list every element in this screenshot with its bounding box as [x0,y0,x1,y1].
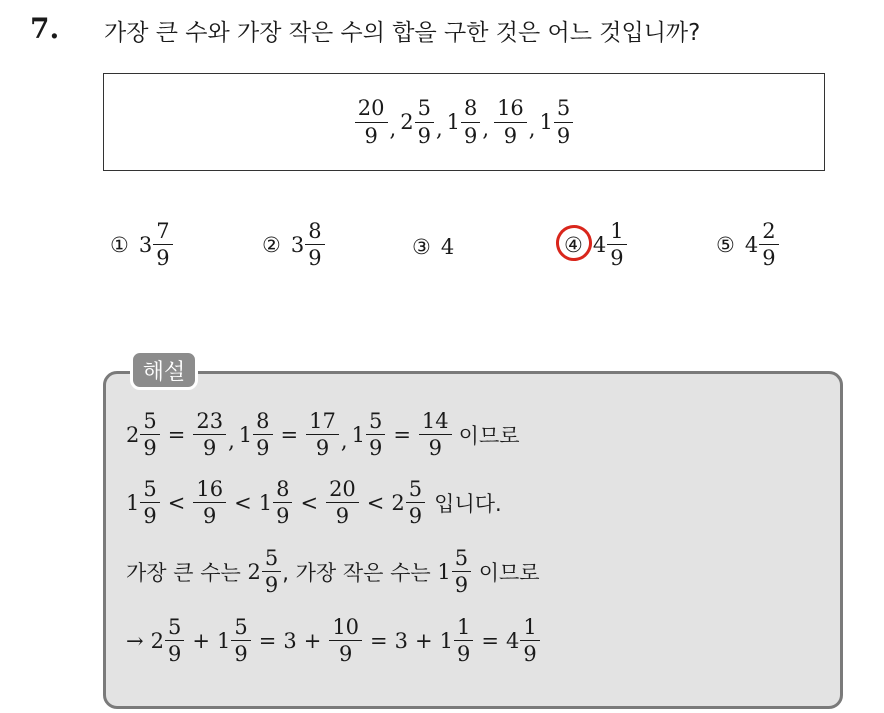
solution-line-2 [126,478,502,527]
solution-text: 입니다. [434,491,502,516]
fraction [193,410,226,459]
question-text: 가장 큰 수와 가장 작은 수의 합을 구한 것은 어느 것입니까? [104,20,701,46]
answer-choices [0,220,884,280]
fraction [406,478,425,527]
separator: , [528,116,536,141]
whole-part: 2 [247,559,261,584]
numerator: 5 [452,547,471,572]
fraction [520,616,539,665]
whole-part: 1 [238,422,253,447]
separator: , [228,429,235,454]
whole-part: 3 [283,628,297,653]
fraction [329,616,362,665]
numerator: 5 [406,478,425,503]
denominator: 9 [143,436,157,461]
arrow-icon: → [126,628,144,653]
fraction [153,220,172,269]
denominator: 9 [464,123,478,148]
fraction [326,478,359,527]
denominator: 9 [338,642,353,667]
denominator: 9 [203,504,217,529]
numerator: 5 [140,410,159,435]
less-than: < [234,490,252,515]
solution-text: 이므로 [472,560,540,585]
numerator: 5 [165,616,184,641]
numerator: 8 [273,478,292,503]
fraction [461,97,480,146]
whole-part: 3 [138,232,153,257]
given-numbers [354,97,574,146]
numerator: 16 [193,478,226,503]
fraction [165,616,184,665]
fraction [494,97,527,146]
whole-part: 1 [126,490,140,515]
fraction [452,547,471,596]
numerator: 5 [366,410,385,435]
fraction [262,547,281,596]
denominator: 9 [234,642,248,667]
whole-part: 4 [744,232,759,257]
numerator: 5 [415,97,434,122]
denominator: 9 [308,246,322,271]
separator: , [389,116,397,141]
numerator: 5 [231,616,250,641]
denominator: 9 [417,123,431,148]
numerator: 8 [305,220,324,245]
denominator: 9 [156,246,170,271]
denominator: 9 [167,642,182,667]
denominator: 9 [256,436,270,461]
numerator: 8 [461,97,480,122]
choice-number: ② [262,232,281,257]
choice-number: ⑤ [716,232,735,257]
denominator: 9 [364,123,378,148]
equals: = [393,422,411,447]
choice-4[interactable] [564,220,628,269]
numerator: 2 [759,220,778,245]
solution-text: , 가장 작은 수는 [282,560,438,585]
whole-part: 2 [126,422,140,447]
fraction [306,410,339,459]
whole-part: 1 [258,490,273,515]
whole-part: 3 [290,232,305,257]
choice-number: ③ [412,235,431,259]
whole-part: 1 [351,422,365,447]
solution-text: 가장 큰 수는 [126,560,248,585]
numerator: 5 [140,478,159,503]
denominator: 9 [523,642,537,667]
denominator: 9 [556,123,571,148]
denominator: 9 [610,246,624,271]
whole-part: 2 [391,490,405,515]
given-numbers-box [103,73,825,171]
equals: = [280,422,299,447]
solution-line-3 [126,547,540,596]
plus: + [192,628,210,653]
equals: = [370,628,388,653]
numerator: 1 [607,220,626,245]
numerator: 8 [253,410,272,435]
choice-3[interactable] [412,235,454,259]
less-than: < [366,490,385,515]
fraction [759,220,778,269]
denominator: 9 [264,573,279,598]
numerator: 17 [306,410,339,435]
plus: + [415,628,433,653]
fraction [140,410,159,459]
whole-part: 4 [592,232,607,257]
whole-part: 1 [437,559,451,584]
denominator: 9 [428,436,442,461]
whole-part: 2 [400,110,414,134]
fraction [140,478,159,527]
selected-answer-circle-icon [553,221,596,264]
choice-2[interactable] [262,220,326,269]
numerator: 1 [520,616,539,641]
separator: , [340,429,348,454]
equals: = [167,422,186,447]
choice-number: ① [110,232,129,257]
choice-number-text: ④ [564,232,583,257]
numerator: 5 [554,97,573,122]
fraction [415,97,434,146]
denominator: 9 [408,504,423,529]
whole-part: 4 [440,235,455,259]
fraction [253,410,272,459]
numerator: 16 [494,97,527,122]
whole-part: 1 [439,628,454,653]
choice-1[interactable] [110,220,174,269]
denominator: 9 [762,246,776,271]
numerator: 10 [329,616,362,641]
numerator: 20 [326,478,359,503]
fraction [231,616,250,665]
fraction [607,220,626,269]
numerator: 14 [419,410,452,435]
solution-text: 이므로 [458,423,520,448]
fraction [554,97,573,146]
whole-part: 1 [539,110,553,134]
plus: + [303,628,322,653]
denominator: 9 [368,436,383,461]
separator: , [435,116,443,141]
fraction [355,97,388,146]
fraction [454,616,473,665]
solution-line-1 [126,410,520,459]
denominator: 9 [276,504,290,529]
fraction [193,478,226,527]
denominator: 9 [335,504,350,529]
whole-part: 1 [446,110,460,134]
equals: = [258,628,277,653]
denominator: 9 [503,123,518,148]
denominator: 9 [143,504,157,529]
choice-5[interactable] [716,220,780,269]
less-than: < [167,490,186,515]
denominator: 9 [203,436,217,461]
separator: , [482,116,490,141]
numerator: 20 [355,97,388,122]
fraction [305,220,324,269]
whole-part: 2 [150,628,164,653]
whole-part: 3 [394,628,409,653]
fraction [273,478,292,527]
fraction [419,410,452,459]
numerator: 5 [262,547,281,572]
numerator: 23 [193,410,226,435]
denominator: 9 [457,642,471,667]
less-than: < [300,490,319,515]
solution-line-4 [126,616,541,665]
choice-number [564,233,583,257]
whole-part: 1 [216,628,231,653]
denominator: 9 [315,436,330,461]
denominator: 9 [454,573,469,598]
fraction [366,410,385,459]
numerator: 7 [153,220,172,245]
question-number: 7. [30,12,60,45]
equals: = [481,628,499,653]
numerator: 1 [454,616,473,641]
whole-part: 4 [506,628,520,653]
solution-label: 해설 [130,350,198,390]
